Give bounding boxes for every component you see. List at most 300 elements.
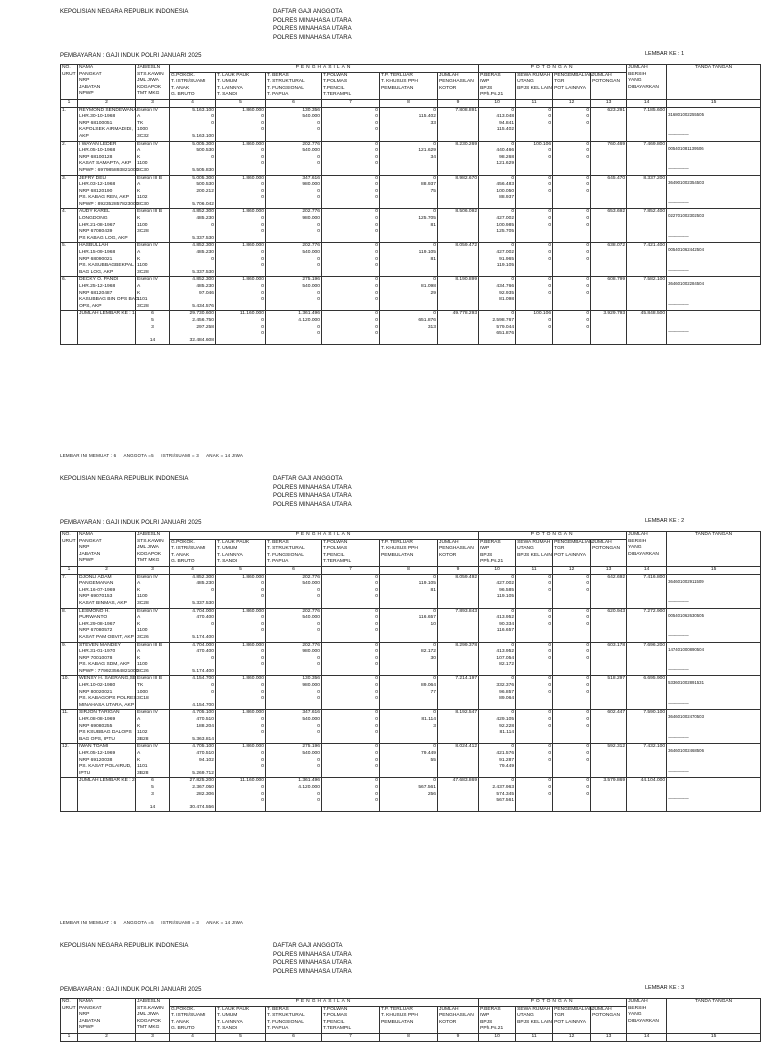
jumlah-bersih: 7.416.800: [627, 574, 667, 608]
title-line: POLRES MINAHASA UTARA: [273, 960, 352, 966]
col-number: 5: [216, 1033, 266, 1041]
tunjangan-lauk: 1.860.000 0 0 0: [216, 107, 266, 141]
col-polwan: T.POLWAN T.POLMAS T.PENCIL T.TERAMPIL: [322, 539, 380, 566]
col-number: 6: [266, 1033, 322, 1041]
signature-cell: 005401062630505 ------------------: [667, 608, 761, 642]
total-pengembalian: 0 0 0: [553, 778, 591, 812]
col-tanda-tangan: TANDA TANGAN: [667, 999, 761, 1034]
row-no: 11.: [61, 710, 78, 744]
tunjangan-lauk: 1.860.000 0 0 0: [216, 744, 266, 778]
title-line: POLRES MINAHASA UTARA: [273, 26, 352, 32]
title-line: DAFTAR GAJI ANGGOTA: [273, 476, 343, 482]
jumlah-bersih: 7.421.400: [627, 243, 667, 277]
col-number: 8: [380, 566, 438, 574]
col-number: 14: [627, 1033, 667, 1041]
payment-label: PEMBAYARAN : GAJI INDUK POLRI JANUARI 2025: [60, 53, 202, 59]
row-no: 10.: [61, 676, 78, 710]
potongan-pengembalian: 0 0 0: [553, 710, 591, 744]
potongan-beras: 0 429.105 92.228 81.114: [479, 710, 516, 744]
tunjangan-beras: 130.356 540.000 0 0: [266, 107, 322, 141]
summary-anggota: ANGGOTA =5: [123, 920, 154, 925]
jumlah-kotor: 8.059.472: [438, 243, 479, 277]
tunjangan-beras: 202.776 540.000 0 0: [266, 608, 322, 642]
col-lauk: T. LAUK PAUK T. UMUM T. LAINNYA T. SANDI: [216, 539, 266, 566]
tunjangan-beras: 202.776 980.000 0 0: [266, 209, 322, 243]
tunjangan-pph: 0 116.657 10: [380, 608, 438, 642]
col-lauk: T. LAUK PAUK T. UMUM T. LAINNYA T. SANDI: [216, 72, 266, 99]
tunjangan-pph: 0 81.114 3: [380, 710, 438, 744]
total-jiwa: 6 5 3 14: [136, 311, 170, 345]
potongan-pengembalian: 0 0 0: [553, 277, 591, 311]
jumlah-bersih: 7.469.800: [627, 141, 667, 175]
org-name: KEPOLISIAN NEGARA REPUBLIK INDONESIA: [60, 476, 189, 482]
gaji-pokok: 4.852.300 485.230 0 5.337.530: [170, 574, 216, 608]
gaji-pokok: 4.705.100 470.510 188.204 5.363.814: [170, 710, 216, 744]
col-pberas: P.BERAS IWP BPJS PPh.Ps.21: [479, 539, 516, 566]
row-no: 5.: [61, 243, 78, 277]
total-jumlah-potongan: 3.579.869: [591, 778, 627, 812]
employee-info: REYMOND SENDEWANA LHR.30-10-1968 NRP 68100051 KAPOLSEK AIRMADIDI, AKP: [78, 107, 136, 141]
col-number: 8: [380, 99, 438, 107]
summary-memuat: LEMBAR INI MEMUAT : 6: [60, 453, 117, 458]
col-jumlah-kotor: JUMLAH PENGHASILAN KOTOR: [438, 539, 479, 566]
col-number: 10: [479, 1033, 516, 1041]
tunjangan-beras: 202.776 540.000 0 0: [266, 574, 322, 608]
tunjangan-polwan: 0 0 0 0: [322, 277, 380, 311]
tunjangan-lauk: 1.860.000 0 0 0: [216, 642, 266, 676]
col-pberas: P.BERAS IWP BPJS PPh.Ps.21: [479, 72, 516, 99]
col-number: 13: [591, 1033, 627, 1041]
jumlah-kotor: 7.214.197: [438, 676, 479, 710]
table-row: [61, 710, 761, 744]
tunjangan-polwan: 0 0 0 0: [322, 141, 380, 175]
signature-cell: 022701002302503 ------------------: [667, 209, 761, 243]
table-row: [61, 243, 761, 277]
potongan-pengembalian: 0 0 0: [553, 744, 591, 778]
tunjangan-pph: 0 115.402 33: [380, 107, 438, 141]
total-pph: 0 567.561 256: [380, 778, 438, 812]
col-no: NO. URUT: [61, 999, 78, 1034]
potongan-pengembalian: 0 0 0: [553, 676, 591, 710]
col-beras: T. BERAS T. STRUKTURAL T. FUNGSIONAL T. PAPUA: [266, 1006, 322, 1033]
col-jumlah-potongan: JUMLAH POTONGAN: [591, 1006, 627, 1033]
row-no: 2.: [61, 141, 78, 175]
signature-cell: ------------------: [667, 311, 761, 345]
tunjangan-polwan: 0 0 0 0: [322, 744, 380, 778]
tunjangan-pph: 0 119.105 81: [380, 574, 438, 608]
employee-info: IWAN TOAMI LHR.05-12-1969 NRP 69120038 PS. KASAT POLAIRUD, IPTU: [78, 744, 136, 778]
potongan-sewa: 100.106 0 0: [516, 141, 553, 175]
jumlah-potongan: 518.297: [591, 676, 627, 710]
jumlah-kotor: 8.059.492: [438, 574, 479, 608]
tunjangan-lauk: 1.860.000 0 0 0: [216, 277, 266, 311]
tunjangan-lauk: 1.860.000 0 0 0: [216, 243, 266, 277]
potongan-beras: 0 413.048 94.841 115.402: [479, 107, 516, 141]
col-number: 2: [78, 1033, 136, 1041]
total-pph: 0 651.876 313: [380, 311, 438, 345]
signature-account: 533601002891531: [668, 680, 704, 686]
col-number: 4: [170, 99, 216, 107]
tunjangan-polwan: 0 0 0 0: [322, 676, 380, 710]
table-row: [61, 642, 761, 676]
jumlah-bersih: 7.852.400: [627, 209, 667, 243]
total-sewa: 0 0 0: [516, 778, 553, 812]
tunjangan-polwan: 0 0 0 0: [322, 107, 380, 141]
document-title: [273, 8, 352, 42]
jumlah-kotor: 8.506.092: [438, 209, 479, 243]
col-beras: T. BERAS T. STRUKTURAL T. FUNGSIONAL T. PAPUA: [266, 72, 322, 99]
col-number: 7: [322, 566, 380, 574]
potongan-pengembalian: 0 0 0: [553, 209, 591, 243]
signature-account: 005401062630505: [668, 612, 704, 618]
tunjangan-pph: 0 121.629 34: [380, 141, 438, 175]
employee-info: DJONLI ADAM PANGEMANAN LHR.16-07-1969 NRP 69070153 KASAT BINMAS, AKP: [78, 574, 136, 608]
title-line: POLRES MINAHASA UTARA: [273, 951, 352, 958]
col-gapok: G.POKOK. T. ISTRI/SUAMI T. ANAK G. BRUTO: [170, 539, 216, 566]
jumlah-bersih: 7.582.100: [627, 277, 667, 311]
total-lauk: 11.160.000 0 0 0: [216, 778, 266, 812]
group-potongan: POTONGAN: [479, 999, 627, 1007]
employee-info: AUDY KAREL LONGDONG LHR.21-08-1967 NRP 67080439 PS KABAG LOG, AKP: [78, 209, 136, 243]
tunjangan-beras: 202.776 540.000 0 0: [266, 243, 322, 277]
total-gaji-pokok: 29.730.600 2.456.750 297.258 32.484.608: [170, 311, 216, 345]
total-kotor: 49.778.293: [438, 311, 479, 345]
row-no: 12.: [61, 744, 78, 778]
summary-anggota: ANGGOTA =5: [123, 453, 154, 458]
title-line: DAFTAR GAJI ANGGOTA: [273, 943, 343, 949]
row-no: 4.: [61, 209, 78, 243]
table-row: [61, 744, 761, 778]
signature-cell: 364601002470503 ------------------: [667, 710, 761, 744]
col-number: 13: [591, 566, 627, 574]
potongan-pengembalian: 0 0 0: [553, 574, 591, 608]
title-line: POLRES MINAHASA UTARA: [273, 493, 352, 499]
col-lauk: T. LAUK PAUK T. UMUM T. LAINNYA T. SANDI: [216, 1006, 266, 1033]
signature-cell: 364601002468506 ------------------: [667, 744, 761, 778]
col-number: 14: [627, 99, 667, 107]
col-sewa: SEWA RUMAH UTANG BPJS KEL LAIN: [516, 72, 553, 99]
tunjangan-lauk: 1.860.000 0 0 0: [216, 676, 266, 710]
table-row: [61, 277, 761, 311]
total-bersih: 44.104.000: [627, 778, 667, 812]
employee-info: I WAYAN LEDER LHR.05-10-1968 NRP 68100128 KASAT SAMAPTA, AKP NPWP : 697985893821000: [78, 141, 136, 175]
tunjangan-beras: 347.616 540.000 0 0: [266, 710, 322, 744]
jumlah-potongan: 760.469: [591, 141, 627, 175]
col-tanda-tangan: TANDA TANGAN: [667, 65, 761, 100]
col-gapok: G.POKOK. T. ISTRI/SUAMI T. ANAK G. BRUTO: [170, 72, 216, 99]
col-number: 3: [136, 99, 170, 107]
signature-cell: 005401081139506 ------------------: [667, 141, 761, 175]
col-number: 13: [591, 99, 627, 107]
title-line: POLRES MINAHASA UTARA: [273, 17, 352, 24]
summary-anak: ANAK = 14 JIWA: [206, 453, 244, 458]
col-polwan: T.POLWAN T.POLMAS T.PENCIL T.TERAMPIL: [322, 1006, 380, 1033]
employee-status: Eselon IV A K 1102 3B28: [136, 710, 170, 744]
gaji-pokok: 4.852.300 485.230 0 5.337.530: [170, 209, 216, 243]
potongan-sewa: 0 0 0: [516, 710, 553, 744]
gaji-pokok: 4.852.300 485.230 97.046 5.434.576: [170, 277, 216, 311]
row-no: 8.: [61, 608, 78, 642]
col-jumlah-potongan: JUMLAH POTONGAN: [591, 72, 627, 99]
jumlah-potongan: 642.692: [591, 574, 627, 608]
sheet-number: LEMBAR KE : 1: [645, 51, 685, 57]
tunjangan-polwan: 0 0 0 0: [322, 608, 380, 642]
tunjangan-pph: 0 125.705 81: [380, 209, 438, 243]
total-beras: 1.361.496 4.120.000 0 0: [266, 778, 322, 812]
table-row: [61, 107, 761, 141]
col-jumlah-potongan: JUMLAH POTONGAN: [591, 539, 627, 566]
jumlah-bersih: 7.696.200: [627, 642, 667, 676]
signature-account: 364601002470503: [668, 714, 704, 720]
col-number: 12: [553, 1033, 591, 1041]
group-potongan: POTONGAN: [479, 532, 627, 540]
signature-cell: 147401000890504 ------------------: [667, 642, 761, 676]
potongan-beras: 0 434.766 92.935 81.098: [479, 277, 516, 311]
sheet-summary: [60, 453, 249, 458]
title-line: POLRES MINAHASA UTARA: [273, 968, 352, 975]
jumlah-bersih: 7.185.600: [627, 107, 667, 141]
col-jabatan: JAB/ESLN STS.KAWIN JML JIWA KDGAPOK TMT MKG: [136, 999, 170, 1034]
tunjangan-lauk: 1.860.000 0 0 0: [216, 710, 266, 744]
title-line: POLRES MINAHASA UTARA: [273, 34, 352, 41]
col-number: 6: [266, 566, 322, 574]
title-line: POLRES MINAHASA UTARA: [273, 501, 352, 508]
payroll-sheet-1: [0, 0, 768, 470]
col-nama: NAMA PANGKAT NRP JABATAN NPWP: [78, 65, 136, 100]
tunjangan-lauk: 1.860.000 0 0 0: [216, 608, 266, 642]
potongan-pengembalian: 0 0 0: [553, 608, 591, 642]
col-number: 1: [61, 99, 78, 107]
total-label: JUMLAH LEMBAR KE : 1: [78, 311, 136, 345]
potongan-sewa: 0 0 0: [516, 107, 553, 141]
col-number: 4: [170, 566, 216, 574]
employee-status: Eselon IV A K 1101 3C28: [136, 277, 170, 311]
col-jumlah-kotor: JUMLAH PENGHASILAN KOTOR: [438, 72, 479, 99]
signature-account: 364601002284504: [668, 281, 704, 287]
total-sewa: 100.106 0 0: [516, 311, 553, 345]
jumlah-kotor: 8.190.899: [438, 277, 479, 311]
jumlah-potongan: 608.799: [591, 277, 627, 311]
col-no: NO. URUT: [61, 532, 78, 567]
org-name: KEPOLISIAN NEGARA REPUBLIK INDONESIA: [60, 943, 189, 949]
tunjangan-polwan: 0 0 0 0: [322, 175, 380, 209]
potongan-sewa: 0 0 0: [516, 175, 553, 209]
potongan-beras: 0 421.576 91.287 79.449: [479, 744, 516, 778]
tunjangan-lauk: 1.860.000 0 0 0: [216, 209, 266, 243]
col-nama: NAMA PANGKAT NRP JABATAN NPWP: [78, 532, 136, 567]
potongan-beras: 0 456.483 100.050 88.937: [479, 175, 516, 209]
tunjangan-lauk: 1.860.000 0 0 0: [216, 141, 266, 175]
jumlah-kotor: 8.192.547: [438, 710, 479, 744]
jumlah-potongan: 645.470: [591, 175, 627, 209]
col-bersih: JUMLAH BERSIH YANG DIBAYARKAN: [627, 65, 667, 100]
tunjangan-beras: 275.196 540.000 0 0: [266, 277, 322, 311]
tunjangan-polwan: 0 0 0 0: [322, 710, 380, 744]
col-number: 8: [380, 1033, 438, 1041]
gaji-pokok: 4.852.300 485.230 0 5.337.530: [170, 243, 216, 277]
jumlah-kotor: 7.808.891: [438, 107, 479, 141]
employee-status: Eselon III B TK 1000 3C18: [136, 676, 170, 710]
tunjangan-beras: 275.196 540.000 0 0: [266, 744, 322, 778]
employee-info: SIRJON TARIGAN LHR.08-08-1969 NRP 69080255 PS KSUBBAG DALOPS BAG OPS, IPTU: [78, 710, 136, 744]
total-jiwa: 6 5 3 14: [136, 778, 170, 812]
tunjangan-beras: 202.776 540.000 0 0: [266, 141, 322, 175]
signature-cell: 533601002891531 ------------------: [667, 676, 761, 710]
col-number: 11: [516, 99, 553, 107]
col-pph: T.P. TERLUAR T. KHUSUS PPH PEMBULATAN: [380, 539, 438, 566]
jumlah-kotor: 8.982.670: [438, 175, 479, 209]
potongan-sewa: 0 0 0: [516, 277, 553, 311]
tunjangan-lauk: 1.860.000 0 0 0: [216, 175, 266, 209]
total-row: [61, 778, 761, 812]
employee-status: Eselon III B A K 1100 3C26: [136, 642, 170, 676]
col-nama: NAMA PANGKAT NRP JABATAN NPWP: [78, 999, 136, 1034]
signature-account: 364601002911509: [668, 578, 704, 584]
col-pph: T.P. TERLUAR T. KHUSUS PPH PEMBULATAN: [380, 72, 438, 99]
col-beras: T. BERAS T. STRUKTURAL T. FUNGSIONAL T. PAPUA: [266, 539, 322, 566]
potongan-pengembalian: 0 0 0: [553, 107, 591, 141]
tunjangan-pph: 0 89.064 77: [380, 676, 438, 710]
col-number: 10: [479, 99, 516, 107]
signature-account: 364901002354503: [668, 179, 704, 185]
col-number: 12: [553, 566, 591, 574]
gaji-pokok: 5.163.100 0 0 5.163.100: [170, 107, 216, 141]
col-number: 9: [438, 1033, 479, 1041]
col-number: 5: [216, 99, 266, 107]
employee-info: DECKY O. PANDI LHR.25-12-1968 NRP 68120487 KASUBBAG BIN OPS BAG OPS, AKP: [78, 277, 136, 311]
col-jabatan: JAB/ESLN STS.KAWIN JML JIWA KDGAPOK TMT MKG: [136, 65, 170, 100]
tunjangan-pph: 0 82.172 30: [380, 642, 438, 676]
signature-cell: 316801002255505 ------------------: [667, 107, 761, 141]
total-potongan-beras: 0 2.437.963 574.345 567.561: [479, 778, 516, 812]
col-number: 14: [627, 566, 667, 574]
payment-label: PEMBAYARAN : GAJI INDUK POLRI JANUARI 2025: [60, 987, 202, 993]
col-number: 9: [438, 99, 479, 107]
jumlah-potongan: 653.692: [591, 209, 627, 243]
total-bersih: 45.848.500: [627, 311, 667, 345]
summary-anak: ANAK = 14 JIWA: [206, 920, 244, 925]
document-title: [273, 942, 352, 976]
total-row: [61, 311, 761, 345]
sheet-summary: [60, 920, 249, 925]
col-number: 1: [61, 1033, 78, 1041]
tunjangan-polwan: 0 0 0 0: [322, 574, 380, 608]
jumlah-potongan: 602.447: [591, 710, 627, 744]
potongan-beras: 0 413.952 90.334 116.657: [479, 608, 516, 642]
col-pph: T.P. TERLUAR T. KHUSUS PPH PEMBULATAN: [380, 1006, 438, 1033]
jumlah-bersih: 7.272.900: [627, 608, 667, 642]
potongan-pengembalian: 0 0 0: [553, 141, 591, 175]
col-number: 7: [322, 99, 380, 107]
employee-info: HASBULLAH LHR.15-09-1968 NRP 68090021 PS. KASUBBAGBEKPAL BAG LOG, AKP: [78, 243, 136, 277]
col-jumlah-kotor: JUMLAH PENGHASILAN KOTOR: [438, 1006, 479, 1033]
jumlah-kotor: 8.024.412: [438, 744, 479, 778]
col-number: 7: [322, 1033, 380, 1041]
jumlah-bersih: 7.432.100: [627, 744, 667, 778]
potongan-pengembalian: 0 0 0: [553, 175, 591, 209]
jumlah-bersih: 8.337.200: [627, 175, 667, 209]
col-pengembalian: PENGEMBALIAN TGR POT LAINNYA: [553, 1006, 591, 1033]
tunjangan-beras: 130.356 980.000 0 0: [266, 676, 322, 710]
employee-status: Eselon IV A K 1100 3C28: [136, 574, 170, 608]
potongan-sewa: 0 0 0: [516, 209, 553, 243]
table-row: [61, 608, 761, 642]
employee-info: STEVEN MANDEY LHR.31-01-1970 NRP 70010078 PS. KABAG SDM, AKP NPWP : 779923564821000: [78, 642, 136, 676]
col-sewa: SEWA RUMAH UTANG BPJS KEL LAIN: [516, 1006, 553, 1033]
row-no: 1.: [61, 107, 78, 141]
group-penghasilan: PENGHASILAN: [170, 532, 479, 540]
jumlah-kotor: 7.893.843: [438, 608, 479, 642]
signature-account: 364601002468506: [668, 748, 704, 754]
gaji-pokok: 5.005.300 500.530 0 5.505.830: [170, 141, 216, 175]
col-number: 3: [136, 566, 170, 574]
table-row: [61, 141, 761, 175]
summary-memuat: LEMBAR INI MEMUAT : 6: [60, 920, 117, 925]
signature-cell: 005401062442504 ------------------: [667, 243, 761, 277]
row-no: 7.: [61, 574, 78, 608]
tunjangan-pph: 0 81.098 29: [380, 277, 438, 311]
jumlah-kotor: 8.230.269: [438, 141, 479, 175]
col-number: 3: [136, 1033, 170, 1041]
total-beras: 1.361.496 4.120.000 0 0: [266, 311, 322, 345]
col-number: 15: [667, 99, 761, 107]
potongan-beras: 0 427.002 96.585 119.105: [479, 574, 516, 608]
signature-cell: 364601002911509 ------------------: [667, 574, 761, 608]
title-line: DAFTAR GAJI ANGGOTA: [273, 9, 343, 15]
tunjangan-pph: 0 79.449 55: [380, 744, 438, 778]
payroll-table: [60, 998, 761, 1042]
col-number: 9: [438, 566, 479, 574]
tunjangan-beras: 202.776 980.000 0 0: [266, 642, 322, 676]
sheet-number: LEMBAR KE : 3: [645, 985, 685, 991]
total-label: JUMLAH LEMBAR KE : 2: [78, 778, 136, 812]
jumlah-potongan: 620.943: [591, 608, 627, 642]
total-pengembalian: 0 0 0: [553, 311, 591, 345]
col-sewa: SEWA RUMAH UTANG BPJS KEL LAIN: [516, 539, 553, 566]
org-name: KEPOLISIAN NEGARA REPUBLIK INDONESIA: [60, 9, 189, 15]
total-jumlah-potongan: 3.929.793: [591, 311, 627, 345]
employee-info: WENSY H. SAERANG,SE LHR.10-02-1980 NRP 80020021 PS. KABAGOPS POLRES MINAHASA UTARA, AKP: [78, 676, 136, 710]
title-line: POLRES MINAHASA UTARA: [273, 484, 352, 491]
potongan-beras: 0 440.466 98.268 121.629: [479, 141, 516, 175]
gaji-pokok: 5.005.300 500.530 200.212 5.706.042: [170, 175, 216, 209]
tunjangan-polwan: 0 0 0 0: [322, 243, 380, 277]
signature-account: 022701002302503: [668, 213, 704, 219]
col-number: 15: [667, 566, 761, 574]
col-number: 10: [479, 566, 516, 574]
potongan-sewa: 0 0 0: [516, 744, 553, 778]
potongan-beras: 0 332.376 96.857 89.064: [479, 676, 516, 710]
sheet-number: LEMBAR KE : 2: [645, 518, 685, 524]
col-number: 2: [78, 99, 136, 107]
table-row: [61, 574, 761, 608]
col-pengembalian: PENGEMBALIAN TGR POT LAINNYA: [553, 539, 591, 566]
signature-cell: 364601002284504 ------------------: [667, 277, 761, 311]
gaji-pokok: 4.154.700 0 0 4.154.700: [170, 676, 216, 710]
potongan-sewa: 0 0 0: [516, 243, 553, 277]
col-number: 2: [78, 566, 136, 574]
employee-status: Eselon III B K 1100 3C28: [136, 209, 170, 243]
potongan-beras: 0 427.002 100.985 125.705: [479, 209, 516, 243]
col-number: 1: [61, 566, 78, 574]
employee-status: Eselon IV A TK 1000 3C32: [136, 107, 170, 141]
potongan-beras: 0 427.002 91.965 119.105: [479, 243, 516, 277]
total-lauk: 11.160.000 0 0 0: [216, 311, 266, 345]
gaji-pokok: 4.704.000 470.400 0 5.174.400: [170, 608, 216, 642]
col-polwan: T.POLWAN T.POLMAS T.PENCIL T.TERAMPIL: [322, 72, 380, 99]
tunjangan-pph: 0 88.937 75: [380, 175, 438, 209]
tunjangan-lauk: 1.860.000 0 0 0: [216, 574, 266, 608]
